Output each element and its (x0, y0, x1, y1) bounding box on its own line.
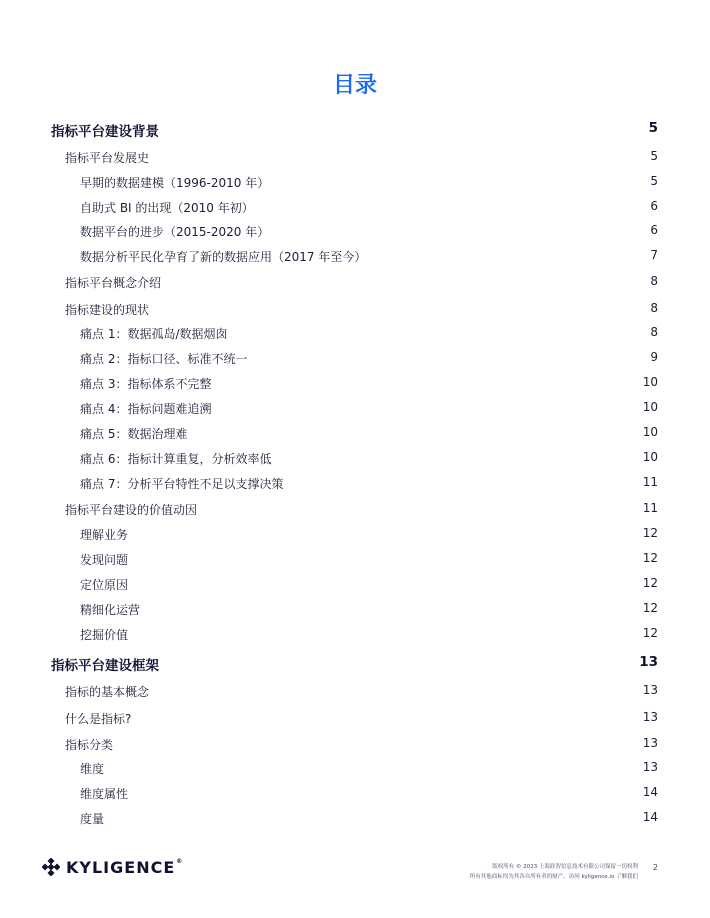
toc-entry-page: 13 (642, 683, 658, 697)
toc-entry-label: 指标平台建设框架 (51, 658, 159, 674)
toc-entry-page: 12 (642, 601, 658, 615)
toc-entry-page: 10 (642, 450, 658, 464)
toc-entry-label: 度量 (80, 812, 105, 826)
toc-entry-label: 数据平台的进步（2015-2020 年） (80, 225, 270, 239)
toc-entry-page: 11 (642, 475, 658, 489)
toc-entry-label: 痛点 4：指标问题难追溯 (80, 402, 212, 416)
toc-entry[interactable] (0, 223, 710, 247)
toc-entry-page: 12 (642, 626, 658, 640)
toc-entry-label: 痛点 7：分析平台特性不足以支撑决策 (80, 477, 284, 491)
toc-entry-label: 自助式 BI 的出现（2010 年初） (80, 201, 254, 215)
toc-entry[interactable] (0, 710, 710, 734)
toc-entry[interactable] (0, 174, 710, 198)
toc-entry-label: 维度属性 (80, 787, 129, 801)
toc-entry-page: 7 (650, 248, 658, 262)
toc-entry[interactable] (0, 149, 710, 173)
toc-entry-page: 14 (642, 785, 658, 799)
copyright-line: 版权所有 © 2023 上海跬智信息技术有限公司保留一切权利 (492, 864, 638, 870)
toc-entry-page: 5 (650, 174, 658, 188)
page-number: 2 (652, 863, 658, 872)
toc-entry-label: 指标平台建设的价值动因 (65, 503, 198, 517)
toc-entry[interactable] (0, 683, 710, 707)
toc-entry-label: 痛点 6：指标计算重复，分析效率低 (80, 452, 272, 466)
toc-entry[interactable] (0, 350, 710, 374)
toc-entry-label: 理解业务 (80, 528, 129, 542)
toc-entry-page: 14 (642, 810, 658, 824)
toc-entry-label: 定位原因 (80, 578, 129, 592)
toc-entry-page: 13 (639, 654, 658, 670)
toc-entry-page: 6 (650, 199, 658, 213)
page-title: 目录 (332, 73, 377, 98)
toc-entry[interactable] (0, 736, 710, 760)
toc-entry-label: 痛点 1：数据孤岛/数据烟囱 (80, 327, 228, 341)
toc-entry-page: 8 (650, 274, 658, 288)
toc-entry-label: 指标的基本概念 (65, 685, 150, 699)
toc-entry[interactable] (0, 400, 710, 424)
toc-entry[interactable] (0, 576, 710, 600)
toc-entry[interactable] (0, 120, 710, 144)
toc-entry[interactable] (0, 301, 710, 325)
toc-entry-label: 痛点 5：数据治理难 (80, 427, 188, 441)
toc-entry-page: 5 (650, 149, 658, 163)
toc-entry-page: 5 (648, 120, 658, 136)
toc-entry-label: 维度 (80, 762, 105, 776)
toc-entry-label: 数据分析平民化孕育了新的数据应用（2017 年至今） (80, 250, 367, 264)
toc-entry[interactable] (0, 601, 710, 625)
toc-entry-page: 13 (642, 760, 658, 774)
toc-entry-page: 12 (642, 526, 658, 540)
brand-name: KYLIGENCE® (66, 857, 184, 877)
toc-entry-page: 12 (642, 551, 658, 565)
toc-entry[interactable] (0, 654, 710, 678)
toc-entry-page: 9 (650, 350, 658, 364)
toc-entry-label: 指标平台发展史 (65, 151, 150, 165)
toc-entry-page: 10 (642, 375, 658, 389)
kyligence-mark-icon (42, 858, 60, 876)
toc-entry-label: 痛点 2：指标口径、标准不统一 (80, 352, 248, 366)
toc-entry[interactable] (0, 425, 710, 449)
toc-entry-page: 8 (650, 301, 658, 315)
toc-entry[interactable] (0, 450, 710, 474)
toc-entry[interactable] (0, 501, 710, 525)
toc-entry[interactable] (0, 248, 710, 272)
toc-entry-label: 早期的数据建模（1996-2010 年） (80, 176, 270, 190)
toc-entry[interactable] (0, 551, 710, 575)
toc-entry-label: 什么是指标? (65, 712, 132, 726)
kyligence-logo (42, 856, 183, 878)
registered-mark: ® (176, 857, 184, 865)
toc-entry[interactable] (0, 760, 710, 784)
toc-entry[interactable] (0, 810, 710, 834)
toc-entry-label: 指标平台建设背景 (51, 124, 159, 140)
toc-entry-label: 指标平台概念介绍 (65, 276, 162, 290)
toc-entry-label: 精细化运营 (80, 603, 141, 617)
toc-entry-page: 10 (642, 400, 658, 414)
toc-entry-page: 10 (642, 425, 658, 439)
toc-entry-page: 13 (642, 710, 658, 724)
copyright-notice (470, 862, 638, 882)
toc-entry[interactable] (0, 325, 710, 349)
toc-entry-label: 指标分类 (65, 738, 114, 752)
toc-entry-page: 8 (650, 325, 658, 339)
toc-entry[interactable] (0, 375, 710, 399)
toc-entry[interactable] (0, 626, 710, 650)
toc-entry-page: 11 (642, 501, 658, 515)
toc-entry[interactable] (0, 475, 710, 499)
toc-entry-page: 12 (642, 576, 658, 590)
toc-entry-label: 发现问题 (80, 553, 129, 567)
toc-entry-label: 指标建设的现状 (65, 303, 150, 317)
toc-entry-label: 挖掘价值 (80, 628, 129, 642)
toc-entry[interactable] (0, 526, 710, 550)
toc-entry[interactable] (0, 785, 710, 809)
copyright-line: 所有其他商标均为其各自所有者的财产。访问 kyligence.io 了解我们 (469, 874, 638, 880)
toc-entry-label: 痛点 3：指标体系不完整 (80, 377, 212, 391)
toc-entry-page: 13 (642, 736, 658, 750)
toc-entry[interactable] (0, 199, 710, 223)
toc-entry[interactable] (0, 274, 710, 298)
toc-entry-page: 6 (650, 223, 658, 237)
